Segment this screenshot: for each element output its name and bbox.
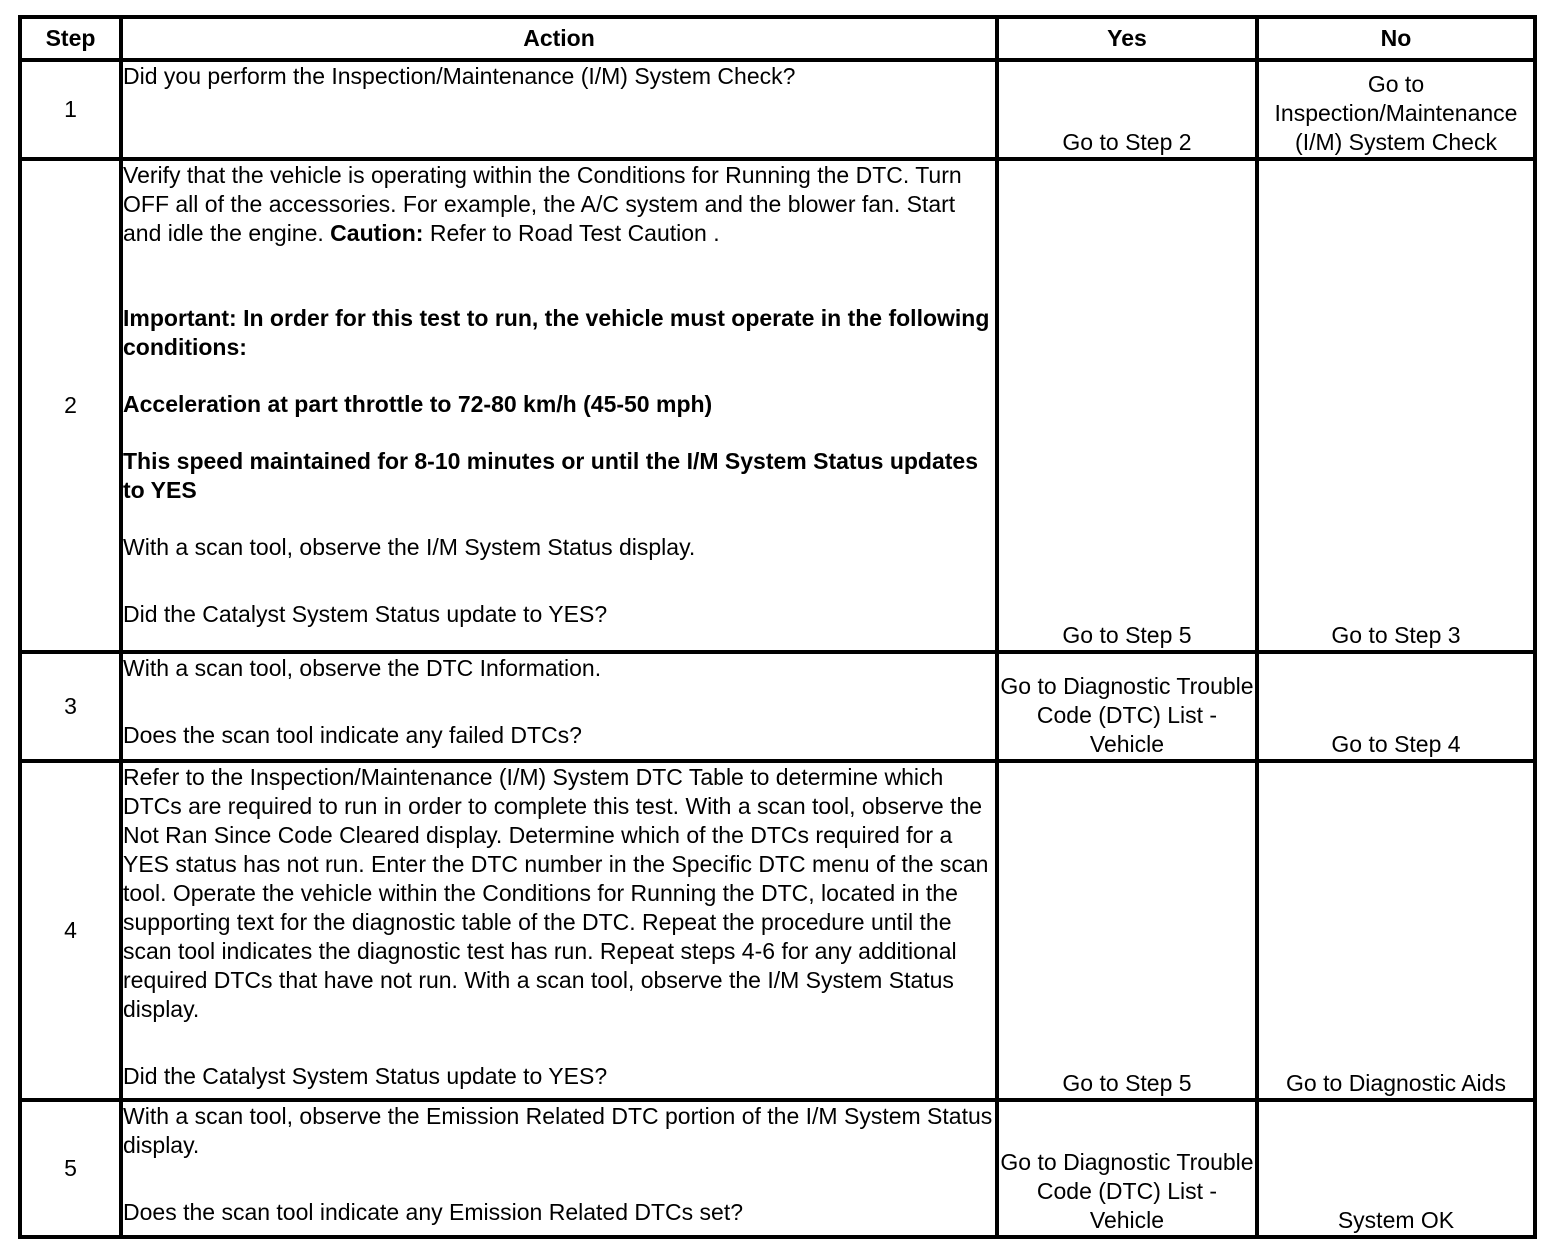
action-text: With a scan tool, observe the I/M System Status display.: [123, 534, 696, 560]
diagnostic-table: [18, 15, 1537, 1239]
yes-result: Go to Diagnostic Trouble Code (DTC) List - Vehicle: [997, 1100, 1257, 1237]
action-text: Refer to the Inspection/Maintenance (I/M) System DTC Table to determine which DTCs are required to run in order to complete this test. With a scan tool, observe the Not Ran Since Code Cleared display. Determine which of the DTCs required for a YES status has not run. Enter the DTC number in the Specific DTC menu of the scan tool. Operate the vehicle within the Conditions for Running the DTC, located in the supporting text for the diagnostic table of the DTC. Repeat the procedure until the scan tool indicates the diagnostic test has run. Repeat steps 4-6 for any additional required DTCs that have not run. With a scan tool, observe the I/M System Status display.: [123, 764, 989, 1022]
condition-acceleration: Acceleration at part throttle to 72-80 km/h (45-50 mph): [123, 391, 713, 417]
no-result: System OK: [1257, 1100, 1535, 1237]
table-row-step-5: [20, 1100, 1535, 1237]
action-cell: [121, 761, 997, 1100]
action-question: Does the scan tool indicate any failed DTCs?: [123, 722, 582, 748]
caution-label: Caution:: [330, 220, 424, 246]
table-row-step-2: [20, 159, 1535, 652]
action-cell: [121, 159, 997, 652]
step-number: 4: [20, 761, 121, 1100]
no-result: Go to Step 3: [1257, 159, 1535, 652]
table-row-step-3: [20, 652, 1535, 761]
action-cell: [121, 60, 997, 159]
no-result: Go to Inspection/Maintenance (I/M) System Check: [1257, 60, 1535, 159]
action-text: Did you perform the Inspection/Maintenance (I/M) System Check?: [123, 63, 796, 89]
header-no: No: [1257, 17, 1535, 60]
action-text: With a scan tool, observe the DTC Information.: [123, 655, 602, 681]
no-result: Go to Step 4: [1257, 652, 1535, 761]
condition-speed: This speed maintained for 8-10 minutes or until the I/M System Status updates to YES: [123, 448, 978, 503]
yes-result: Go to Step 2: [997, 60, 1257, 159]
step-number: 1: [20, 60, 121, 159]
action-cell: [121, 652, 997, 761]
action-text: [123, 161, 995, 248]
table-row-step-4: [20, 761, 1535, 1100]
action-cell: [121, 1100, 997, 1237]
step-number: 2: [20, 159, 121, 652]
no-result: Go to Diagnostic Aids: [1257, 761, 1535, 1100]
header-action: Action: [121, 17, 997, 60]
header-step: Step: [20, 17, 121, 60]
action-question: Does the scan tool indicate any Emission Related DTCs set?: [123, 1199, 744, 1225]
yes-result: Go to Step 5: [997, 159, 1257, 652]
yes-result: Go to Step 5: [997, 761, 1257, 1100]
action-text: With a scan tool, observe the Emission Related DTC portion of the I/M System Status display.: [123, 1103, 993, 1158]
table-row-step-1: [20, 60, 1535, 159]
header-row: [20, 17, 1535, 60]
step-number: 3: [20, 652, 121, 761]
yes-result: Go to Diagnostic Trouble Code (DTC) List - Vehicle: [997, 652, 1257, 761]
action-question: Did the Catalyst System Status update to YES?: [123, 601, 608, 627]
caution-text: Refer to Road Test Caution .: [429, 220, 720, 246]
header-yes: Yes: [997, 17, 1257, 60]
step-number: 5: [20, 1100, 121, 1237]
action-question: Did the Catalyst System Status update to YES?: [123, 1063, 608, 1089]
action-intro: Verify that the vehicle is operating within the Conditions for Running the DTC. Turn OFF all of the accessories. For example, the A/C system and the blower fan. Start and idle the engine.: [123, 162, 962, 246]
important-note: Important: In order for this test to run, the vehicle must operate in the following conditions:: [123, 305, 990, 360]
